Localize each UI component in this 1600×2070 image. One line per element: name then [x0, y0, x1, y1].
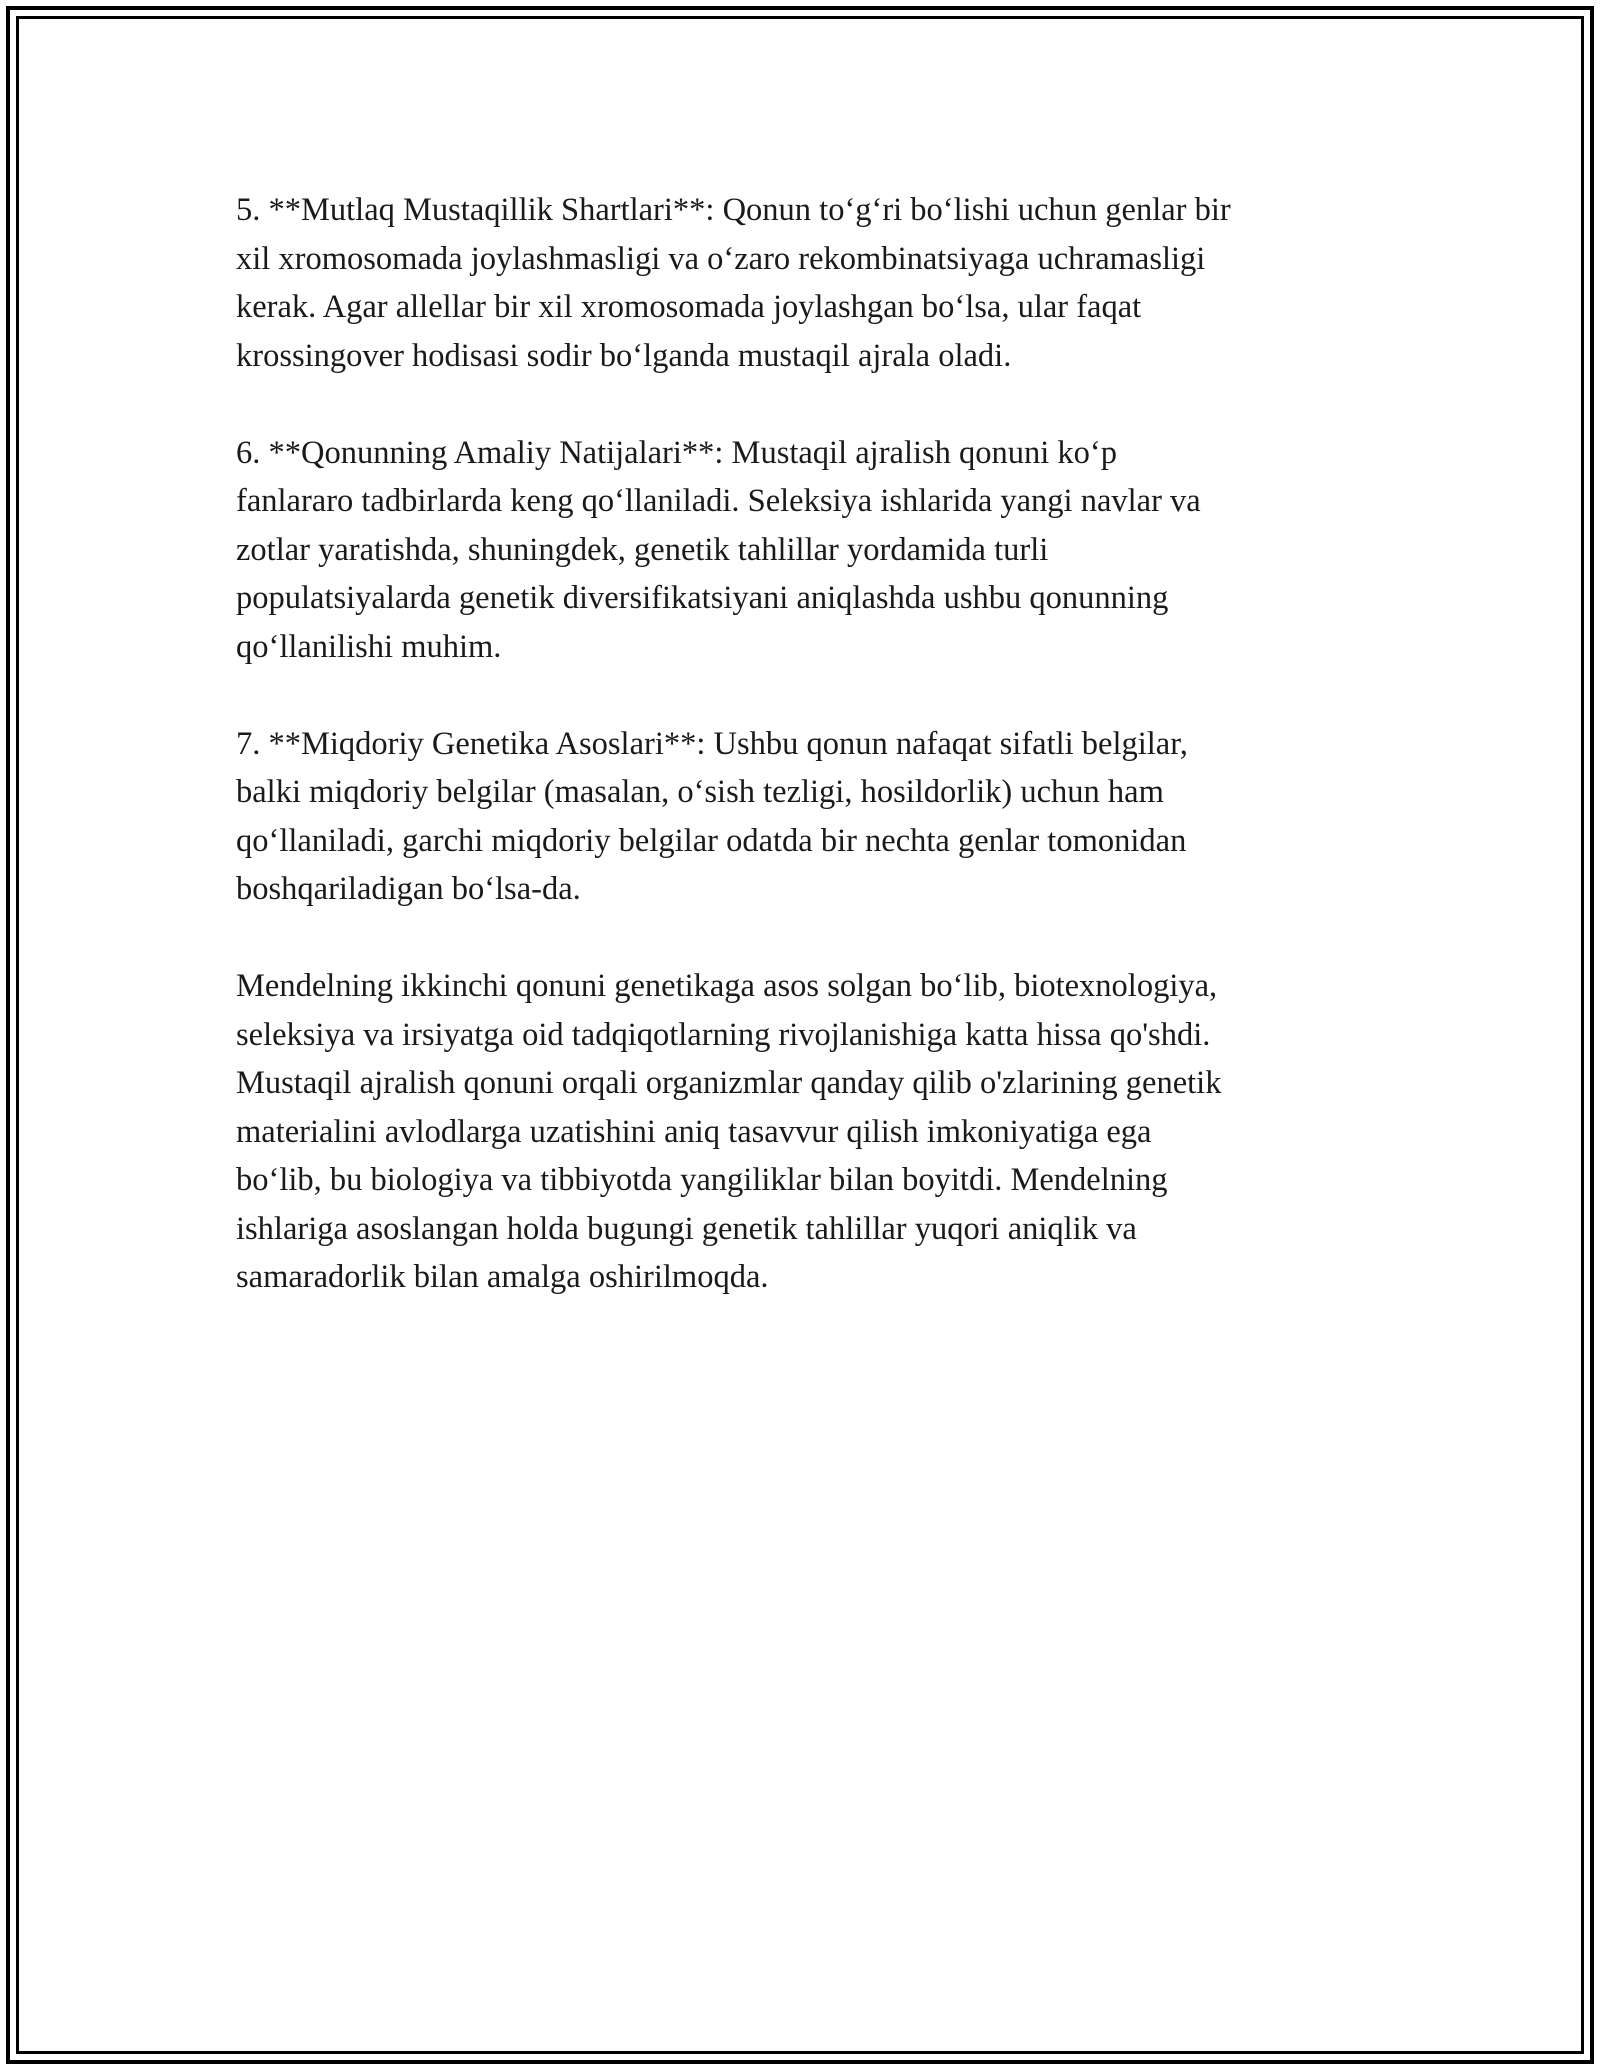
text-line: kerak. Agar allellar bir xil xromosomada joylashgan bo‘lsa, ular faqat: [236, 289, 1142, 325]
text-line: xil xromosomada joylashmasligi va o‘zaro rekombinatsiyaga uchramasligi: [236, 240, 1206, 277]
text-line: balki miqdoriy belgilar (masalan, o‘sish tezligi, hosildorlik) uchun ham: [236, 774, 1164, 810]
text-line: populatsiyalarda genetik diversifikatsiyani aniqlashda ushbu qonunning: [236, 580, 1169, 616]
paragraph-amaliy-natijalari: [236, 429, 1366, 672]
text-line: boshqariladigan bo‘lsa-da.: [236, 871, 581, 907]
text-line: 5. **Mutlaq Mustaqillik Shartlari**: Qonun to‘g‘ri bo‘lishi uchun genlar bir: [236, 192, 1231, 228]
text-line: fanlararo tadbirlarda keng qo‘llaniladi. Seleksiya ishlarida yangi navlar va: [236, 483, 1201, 519]
text-line: qo‘llaniladi, garchi miqdoriy belgilar odatda bir nechta genlar tomonidan: [236, 822, 1187, 859]
text-line: 7. **Miqdoriy Genetika Asoslari**: Ushbu qonun nafaqat sifatli belgilar,: [236, 725, 1188, 762]
document-body: [236, 186, 1366, 1350]
text-line: ishlariga asoslangan holda bugungi genetik tahlillar yuqori aniqlik va: [236, 1210, 1137, 1247]
text-line: materialini avlodlarga uzatishini aniq tasavvur qilish imkoniyatiga ega: [236, 1113, 1152, 1150]
paragraph-conclusion: [236, 962, 1366, 1302]
text-line: Mendelning ikkinchi qonuni genetikaga asos solgan bo‘lib, biotexnologiya,: [236, 968, 1218, 1004]
paragraph-miqdoriy-genetika: [236, 720, 1366, 914]
text-line: krossingover hodisasi sodir bo‘lganda mustaqil ajrala oladi.: [236, 337, 1012, 374]
paragraph-mustaqillik-shartlari: [236, 186, 1366, 380]
text-line: samaradorlik bilan amalga oshirilmoqda.: [236, 1259, 769, 1295]
text-line: bo‘lib, bu biologiya va tibbiyotda yangiliklar bilan boyitdi. Mendelning: [236, 1162, 1168, 1198]
text-line: zotlar yaratishda, shuningdek, genetik tahlillar yordamida turli: [236, 531, 1049, 568]
text-line: seleksiya va irsiyatga oid tadqiqotlarning rivojlanishiga katta hissa qo'shdi.: [236, 1016, 1211, 1053]
text-line: qo‘llanilishi muhim.: [236, 628, 502, 665]
text-line: 6. **Qonunning Amaliy Natijalari**: Mustaqil ajralish qonuni ko‘p: [236, 434, 1118, 471]
text-line: Mustaqil ajralish qonuni orqali organizmlar qanday qilib o'zlarining genetik: [236, 1065, 1222, 1101]
